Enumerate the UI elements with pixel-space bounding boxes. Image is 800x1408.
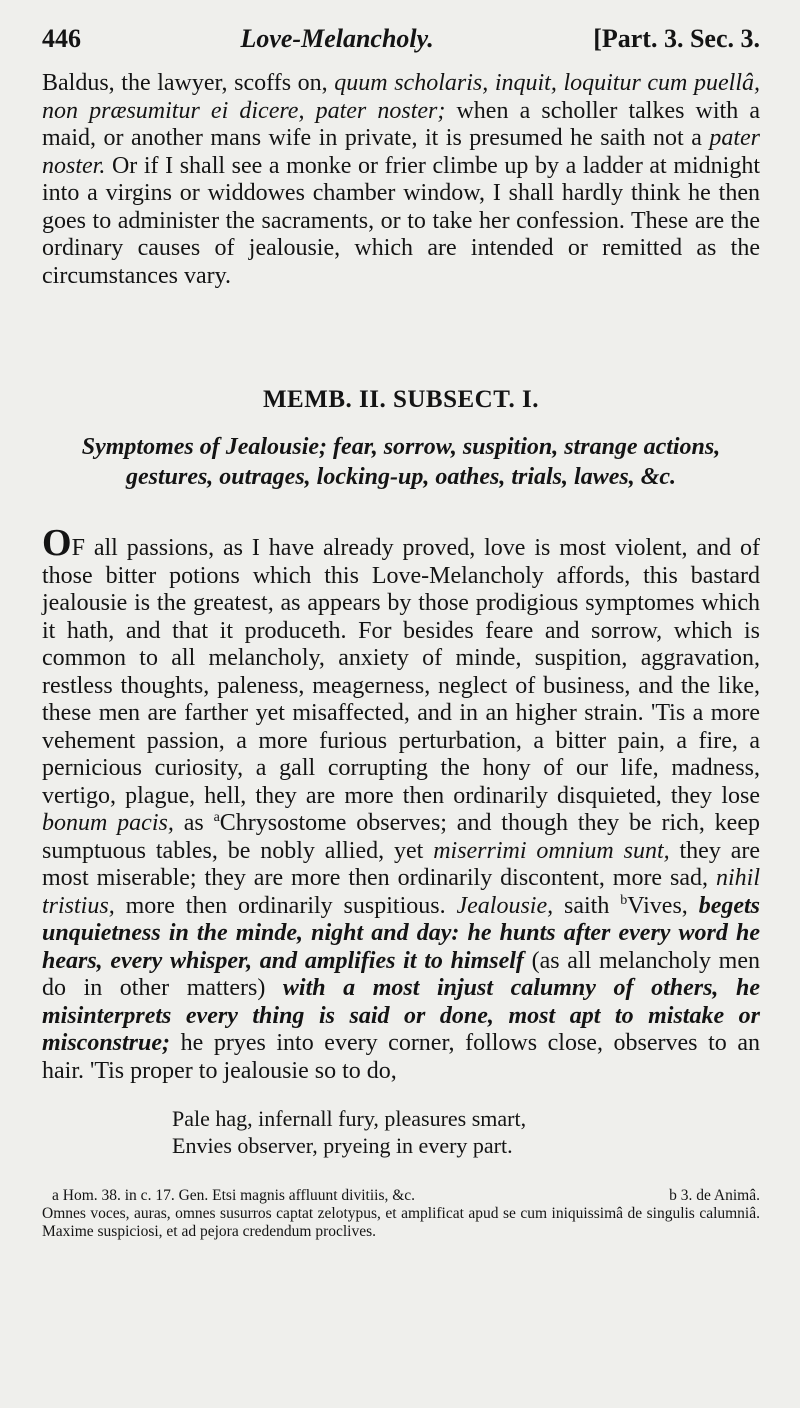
latin-phrase: bonum pacis,: [42, 810, 174, 836]
footnote-a: a Hom. 38. in c. 17. Gen. Etsi magnis affluunt divitiis, &c.: [52, 1187, 416, 1204]
verse-line: Envies observer, pryeing in every part.: [172, 1133, 513, 1158]
text-span: Or if I shall see a monke or frier climbe up by a ladder at midnight into a virgins or widdowes chamber window, I shall hardly think he then goes to administer the sacraments, or to take her confession. These are the ordinary causes of jealousie, which are intended or remitted as the circumstances vary.: [42, 152, 760, 289]
quoted-passage: with a most injust calumny of others, he misinterprets every thing is said or done, most apt to mistake or misconstrue;: [42, 975, 760, 1056]
footnote-ref-a[interactable]: a: [213, 810, 220, 825]
text-span: when a scholler talkes with a maid, or another mans wife in private, it is presumed he saith not a: [42, 97, 760, 151]
latin-quote: quum scholaris, inquit, loquitur cum puellâ, non præsumitur ei dicere, pater noster;: [42, 70, 760, 124]
footnote-b-label: b 3. de Animâ.: [669, 1187, 760, 1204]
text-span: as: [173, 810, 214, 836]
text-span: Vives,: [627, 892, 699, 919]
paragraph-2: [42, 522, 761, 1085]
text-span: F all passions, as I have already proved, love is most violent, and of those bitter potions which this Love-Melancholy affords, this bastard jealousie is the greatest, as appears by those prodigious symptomes which it hath, and that it produceth. For besides feare and sorrow, which is common to all melancholy, anxiety of minde, suspition, aggravation, restless thoughts, paleness, meagerness, neglect of business, and the like, these men are farther yet misaffected, and in an higher strain. 'Tis a more vehement passion, a more furious perturbation, a bitter pain, a fire, a pernicious curiosity, a gall corrupting the hony of our life, madness, vertigo, plague, hell, they are more then ordinarily disquieted, they lose: [42, 535, 760, 809]
text-span: Chrysostome observes; and though they be rich, keep sumptuous tables, be nobly allied, yet: [42, 810, 760, 864]
drop-cap: O: [42, 522, 72, 564]
footnotes: [42, 1187, 760, 1241]
running-title: Love-Melancholy.: [240, 24, 434, 53]
verse-line: Pale hag, infernall fury, pleasures smart,: [172, 1106, 527, 1131]
footnote-b-text: Omnes voces, auras, omnes susurros captat zelotypus, et amplificat apud se cum iniquissimâ de singulis calumniâ. Maxime suspiciosi, et ad pejora credendum proclives.: [42, 1205, 760, 1240]
footnote-ref-b[interactable]: b: [620, 892, 628, 908]
latin-phrase: nihil tristius,: [42, 865, 760, 919]
text-span: more then ordinarily suspitious.: [114, 892, 457, 919]
latin-phrase: miserrimi omnium sunt,: [433, 837, 670, 864]
text-span: they are most miserable; they are more then ordinarily discontent, more sad,: [42, 837, 760, 891]
text-span: Baldus, the lawyer, scoffs on,: [42, 70, 335, 96]
page-number: 446: [42, 24, 81, 53]
latin-quote: pater noster.: [42, 125, 760, 179]
italic-word: Jealousie,: [456, 892, 554, 919]
text-span: (as all melancholy men do in other matters): [42, 947, 760, 1001]
section-label: [Part. 3. Sec. 3.: [593, 24, 760, 53]
text-span: he pryes into every corner, follows close, observes to an hair. 'Tis proper to jealousie so to do,: [42, 1030, 760, 1084]
section-subtitle: Symptomes of Jealousie; fear, sorrow, suspition, strange actions, gestures, outrages, locking-up, oathes, trials, lawes, &c.: [81, 434, 721, 490]
text-span: saith: [553, 892, 621, 919]
section-heading: MEMB. II. SUBSECT. I.: [262, 386, 540, 413]
verse-block: [172, 1105, 760, 1159]
quoted-passage: begets unquietness in the minde, night and day: he hunts after every word he hears, every whisper, and amplifies it to himself: [42, 892, 761, 974]
footnote-row: [42, 1187, 760, 1205]
paragraph-1: [42, 70, 760, 290]
page-header: [42, 24, 760, 70]
